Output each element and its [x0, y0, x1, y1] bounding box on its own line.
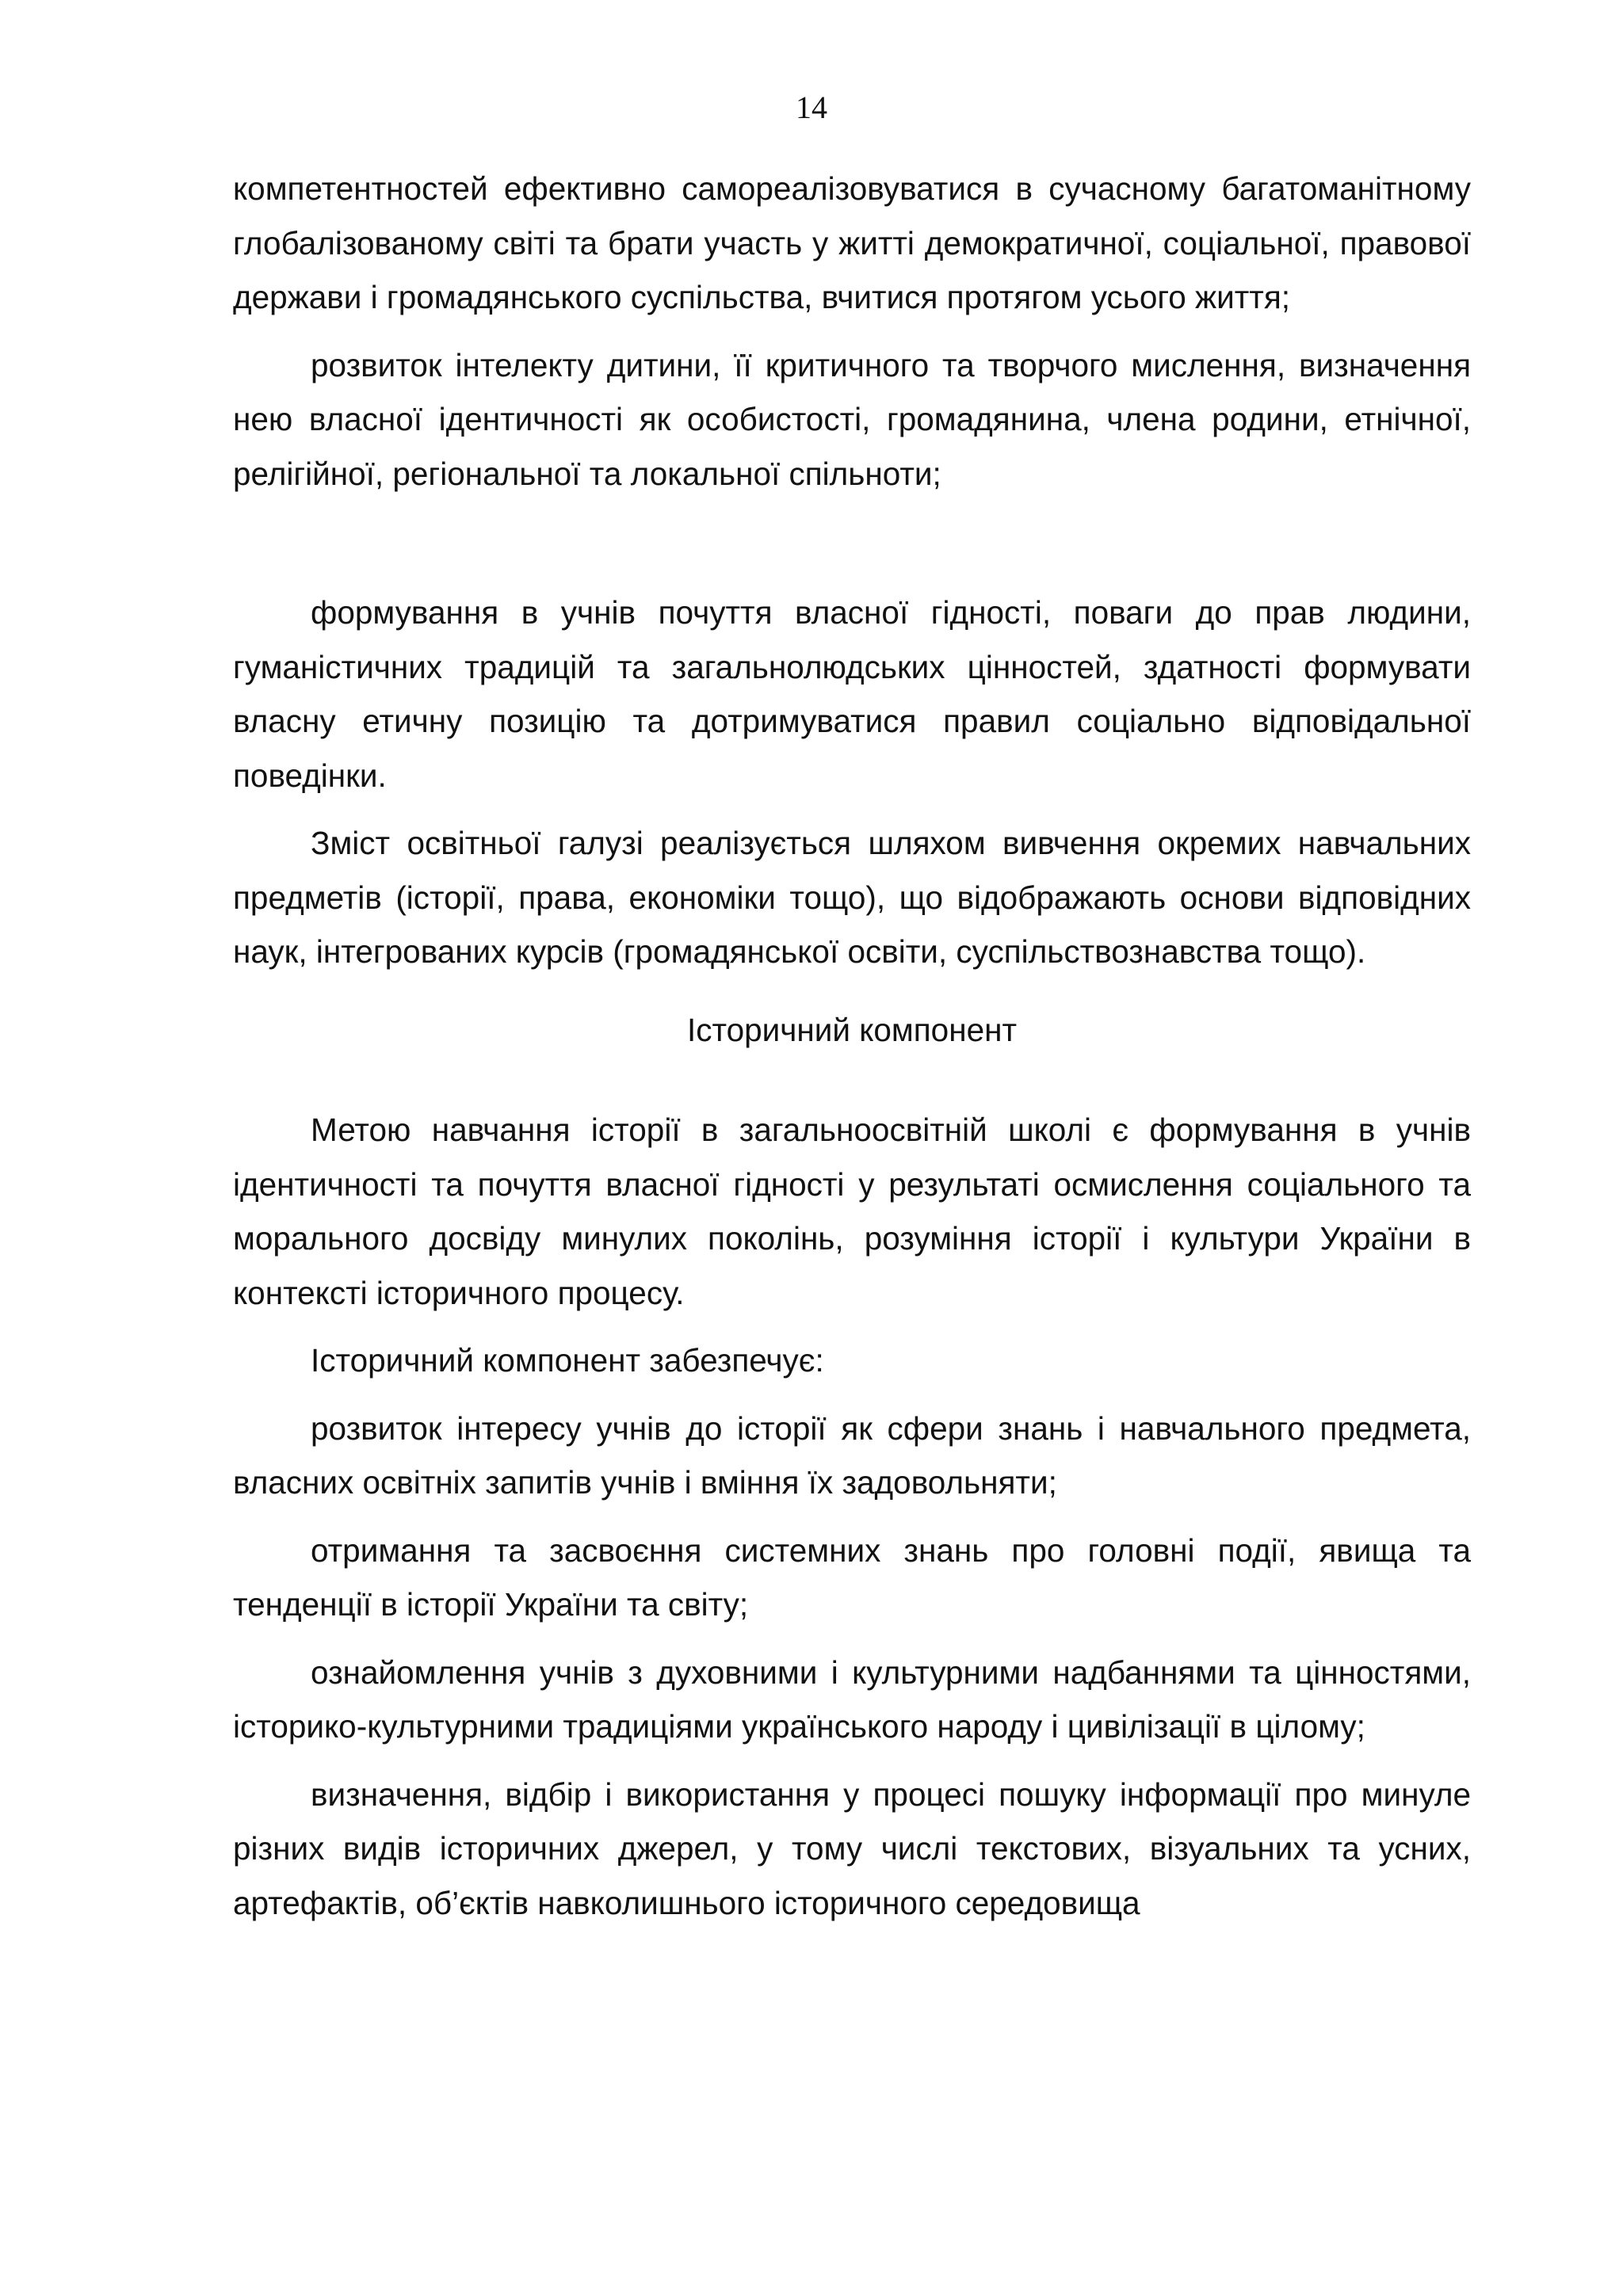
paragraph-knowledge: отримання та засвоєння системних знань про головні події, явища та тенденції в історії України та світу; — [233, 1531, 1471, 1623]
paragraph-heritage: ознайомлення учнів з духовними і культурними надбаннями та цінностями, історико-культурними традиціями українського народу і цивілізації в цілому; — [233, 1653, 1471, 1745]
paragraph-sources: визначення, відбір і використання у процесі пошуку інформації про минуле різних видів історичних джерел, у тому числі текстових, візуальних та усних, артефактів, об’єктів навколишнього історичного середовища — [233, 1775, 1471, 1921]
paragraph-history-goal: Метою навчання історії в загальноосвітній школі є формування в учнів ідентичності та почуття власної гідності у результаті осмислення соціального та морального досвіду минулих поколінь, розуміння історії і культури України в контексті історичного процесу. — [233, 1112, 1471, 1311]
paragraph-interest: розвиток інтересу учнів до історії як сфери знань і навчального предмета, власних освітніх запитів учнів і вміння їх задовольняти; — [233, 1409, 1471, 1501]
paragraph-intellect: розвиток інтелекту дитини, її критичного та творчого мислення, визначення нею власної ідентичності як особистості, громадянина, члена родини, етнічної, релігійної, регіональної та локальної спільноти; — [233, 346, 1471, 492]
page-number: 14 — [796, 90, 827, 125]
section-heading-history: Історичний компонент — [686, 1011, 1018, 1048]
paragraph-dignity: формування в учнів почуття власної гідності, поваги до прав людини, гуманістичних традицій та загальнолюдських цінностей, здатності формувати власну етичну позицію та дотримуватися правил соціально відповідальної поведінки. — [233, 594, 1471, 794]
document-body — [233, 162, 1471, 1943]
paragraph-competences: компетентностей ефективно самореалізовуватися в сучасному багатоманітному глобалізованому світі та брати участь у житті демократичної, соціальної, правової держави і громадянського суспільства, вчитися протягом усього життя; — [233, 170, 1471, 315]
paragraph-content-area: Зміст освітньої галузі реалізується шляхом вивчення окремих навчальних предметів (історії, права, економіки тощо), що відображають основи відповідних наук, інтегрованих курсів (громадянської освіти, суспільствознавства тощо). — [233, 825, 1471, 970]
paragraph-component-provides: Історичний компонент забезпечує: — [311, 1342, 824, 1379]
